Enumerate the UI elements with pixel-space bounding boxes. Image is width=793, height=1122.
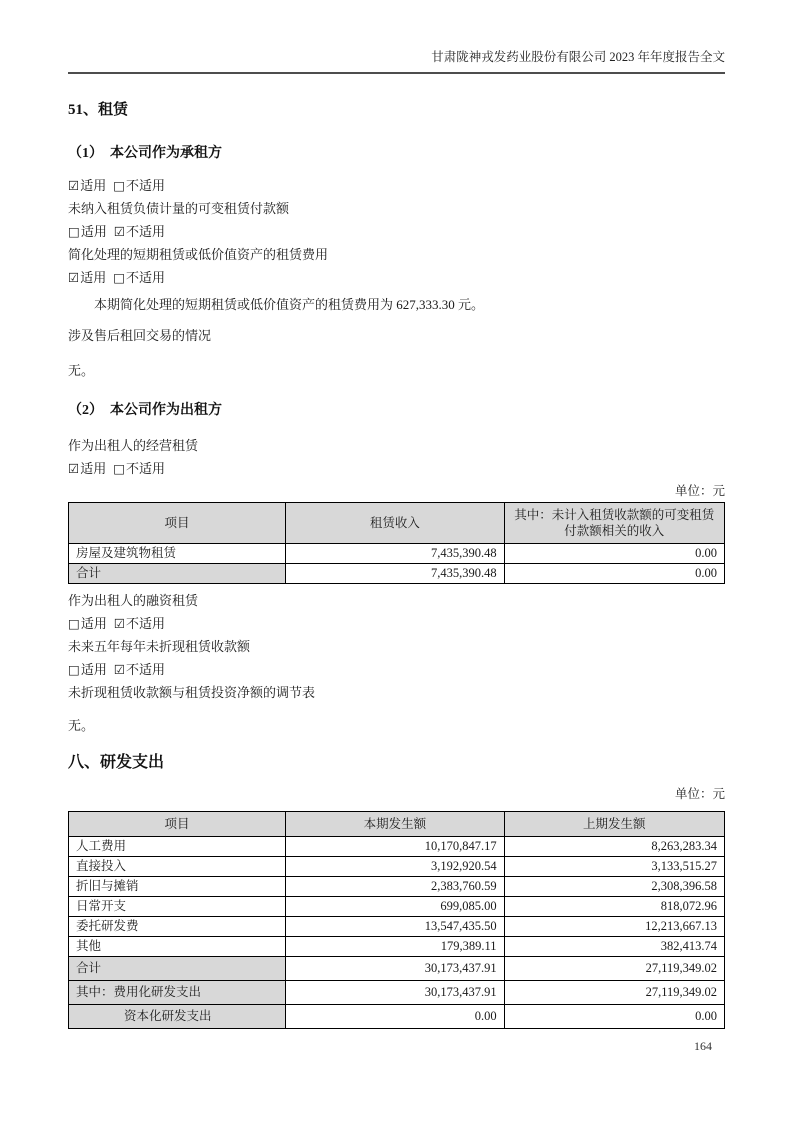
undiscounted-receipts-applicability-row — [68, 663, 725, 677]
operating-lease-applicability-row — [68, 462, 725, 476]
cell-value: 0.00 — [504, 564, 724, 584]
cell-item: 房屋及建筑物租赁 — [69, 544, 286, 564]
applicable-label: 适用 — [80, 270, 107, 285]
simplified-expense-note: 本期简化处理的短期租赁或低价值资产的租赁费用为 627,333.30 元。 — [94, 297, 485, 312]
operating-lease-title: 作为出租人的经营租赁 — [68, 438, 199, 453]
table-row — [69, 857, 725, 877]
checkbox-unchecked-icon: □ — [68, 662, 80, 677]
cell-value: 13,547,435.50 — [286, 917, 504, 937]
simplified-lease-expense-title: 简化处理的短期租赁或低价值资产的租赁费用 — [68, 247, 329, 262]
table-row — [69, 544, 725, 564]
cell-value: 30,173,437.91 — [286, 981, 504, 1005]
applicable-label: 适用 — [80, 178, 107, 193]
cell-value: 7,435,390.48 — [286, 544, 504, 564]
cell-value: 3,133,515.27 — [504, 857, 724, 877]
table-header-row — [69, 503, 725, 544]
cell-value: 8,263,283.34 — [504, 837, 724, 857]
unit-label-rd-table: 单位：元 — [674, 787, 725, 801]
table-row — [69, 937, 725, 957]
cell-item: 日常开支 — [69, 897, 286, 917]
cell-value: 10,170,847.17 — [286, 837, 504, 857]
document-header — [68, 0, 725, 74]
cell-value: 699,085.00 — [286, 897, 504, 917]
cell-value: 0.00 — [286, 1005, 504, 1029]
table-row — [69, 917, 725, 937]
sale-leaseback-title: 涉及售后租回交易的情况 — [68, 328, 212, 343]
cell-value: 179,389.11 — [286, 937, 504, 957]
cell-value: 0.00 — [504, 544, 724, 564]
undiscounted-receipts-title: 未来五年每年未折现租赁收款额 — [68, 639, 251, 654]
column-header-prior-period: 上期发生额 — [504, 812, 724, 837]
cell-item: 直接投入 — [69, 857, 286, 877]
lessor-subsection-heading: （2） 本公司作为出租方 — [68, 403, 222, 418]
checkbox-checked-icon: ☑ — [113, 224, 126, 239]
table-total-row — [69, 564, 725, 584]
table-row — [69, 877, 725, 897]
table-row — [69, 897, 725, 917]
checkbox-checked-icon: ☑ — [113, 662, 126, 677]
lessee-applicability-row — [68, 179, 725, 193]
section-51-lease-heading: 51、租赁 — [68, 102, 129, 118]
checkbox-unchecked-icon: □ — [113, 461, 126, 476]
cell-value: 0.00 — [504, 1005, 724, 1029]
table-header-row — [69, 812, 725, 837]
not-applicable-label: 不适用 — [126, 270, 166, 285]
not-applicable-label: 不适用 — [126, 616, 166, 631]
cell-value: 818,072.96 — [504, 897, 724, 917]
not-applicable-label: 不适用 — [126, 178, 166, 193]
cell-value: 27,119,349.02 — [504, 957, 724, 981]
sale-leaseback-none-value: 无。 — [68, 363, 95, 378]
checkbox-checked-icon: ☑ — [68, 461, 80, 476]
cell-item: 其中：费用化研发支出 — [69, 981, 286, 1005]
applicable-label: 适用 — [80, 461, 107, 476]
section-rd-expenditure-heading: 八、研发支出 — [68, 754, 165, 771]
cell-item: 其他 — [69, 937, 286, 957]
cell-item: 人工费用 — [69, 837, 286, 857]
table-row-capitalized-rd — [69, 1005, 725, 1029]
not-applicable-label: 不适用 — [126, 224, 166, 239]
checkbox-checked-icon: ☑ — [68, 270, 80, 285]
cell-value: 30,173,437.91 — [286, 957, 504, 981]
column-header-item: 项目 — [69, 503, 286, 544]
rd-expenditure-table — [68, 811, 725, 1029]
cell-value: 7,435,390.48 — [286, 564, 504, 584]
column-header-lease-income: 租赁收入 — [286, 503, 504, 544]
checkbox-unchecked-icon: □ — [68, 224, 80, 239]
lessee-subsection-heading: （1） 本公司作为承租方 — [68, 146, 222, 161]
applicable-label: 适用 — [80, 662, 107, 677]
page-number: 164 — [694, 1039, 712, 1053]
cell-item: 折旧与摊销 — [69, 877, 286, 897]
variable-lease-payments-title: 未纳入租赁负债计量的可变租赁付款额 — [68, 201, 290, 216]
simplified-expense-applicability-row — [68, 271, 725, 285]
checkbox-unchecked-icon: □ — [113, 270, 126, 285]
table-row-expensed-rd — [69, 981, 725, 1005]
cell-item: 委托研发费 — [69, 917, 286, 937]
column-header-current-period: 本期发生额 — [286, 812, 504, 837]
cell-item: 合计 — [69, 564, 286, 584]
cell-item: 资本化研发支出 — [69, 1005, 286, 1029]
cell-value: 27,119,349.02 — [504, 981, 724, 1005]
cell-value: 2,383,760.59 — [286, 877, 504, 897]
table-total-row — [69, 957, 725, 981]
applicable-label: 适用 — [80, 224, 107, 239]
unit-label-lease-table: 单位：元 — [674, 484, 725, 498]
reconciliation-none-value: 无。 — [68, 718, 95, 733]
column-header-variable-income: 其中：未计入租赁收款额的可变租赁付款额相关的收入 — [504, 503, 724, 544]
column-header-item: 项目 — [69, 812, 286, 837]
checkbox-checked-icon: ☑ — [113, 616, 126, 631]
not-applicable-label: 不适用 — [126, 461, 166, 476]
cell-item: 合计 — [69, 957, 286, 981]
lease-income-table — [68, 502, 725, 584]
reconciliation-title: 未折现租赁收款额与租赁投资净额的调节表 — [68, 685, 316, 700]
checkbox-unchecked-icon: □ — [113, 178, 126, 193]
cell-value: 3,192,920.54 — [286, 857, 504, 877]
not-applicable-label: 不适用 — [126, 662, 166, 677]
cell-value: 12,213,667.13 — [504, 917, 724, 937]
checkbox-checked-icon: ☑ — [68, 178, 80, 193]
report-title: 甘肃陇神戎发药业股份有限公司 2023 年年度报告全文 — [431, 50, 725, 64]
finance-lease-title: 作为出租人的融资租赁 — [68, 593, 199, 608]
cell-value: 382,413.74 — [504, 937, 724, 957]
checkbox-unchecked-icon: □ — [68, 616, 80, 631]
variable-payments-applicability-row — [68, 225, 725, 239]
table-row — [69, 837, 725, 857]
finance-lease-applicability-row — [68, 617, 725, 631]
applicable-label: 适用 — [80, 616, 107, 631]
cell-value: 2,308,396.58 — [504, 877, 724, 897]
